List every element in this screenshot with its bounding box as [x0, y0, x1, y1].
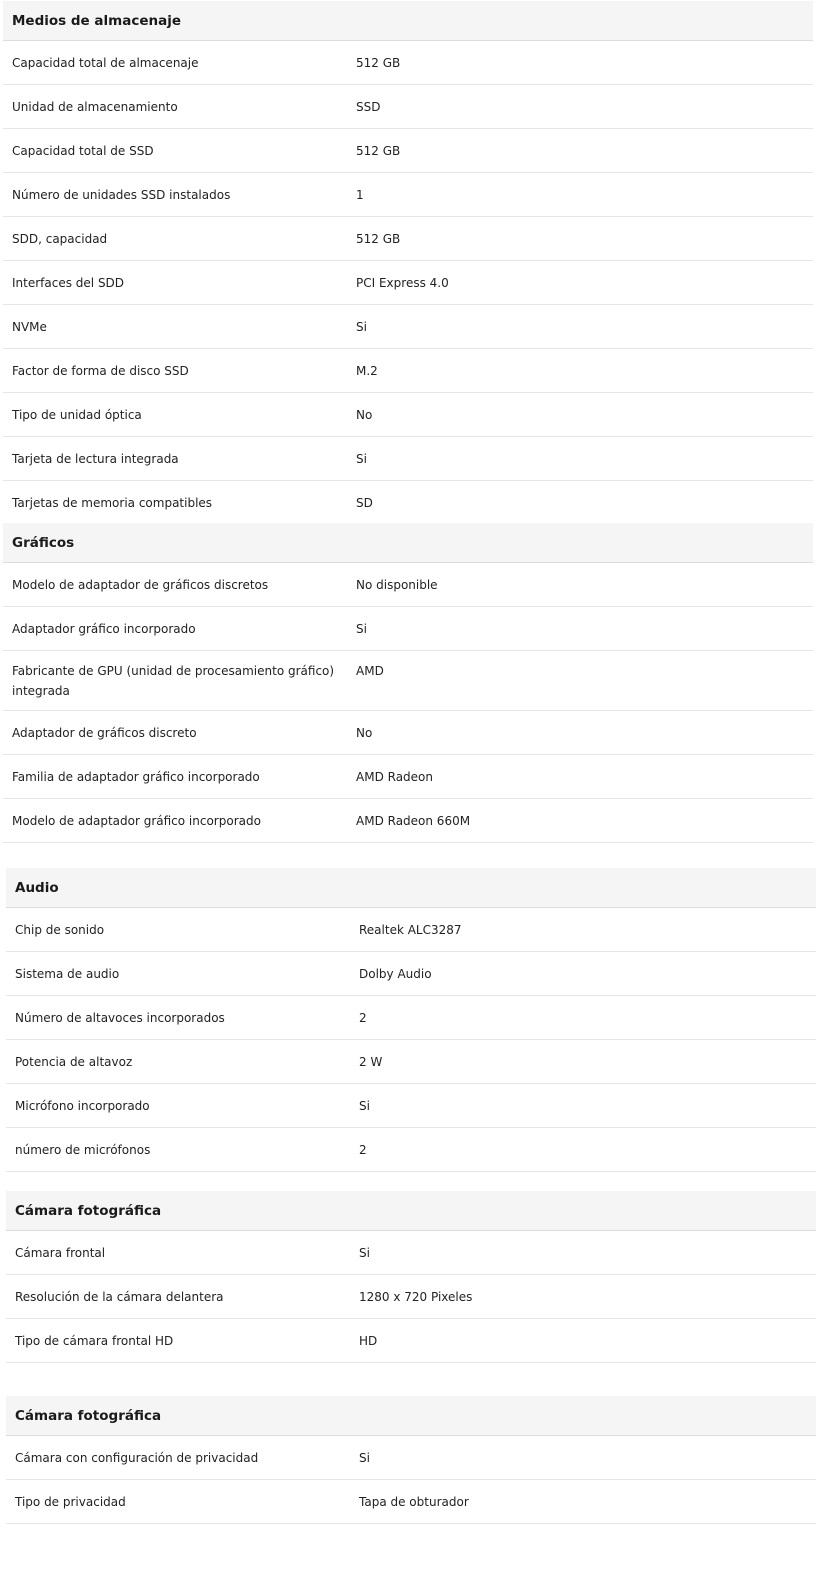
spec-value: 512 GB — [356, 232, 401, 246]
spec-label: Adaptador gráfico incorporado — [12, 622, 196, 636]
spec-label: Potencia de altavoz — [15, 1055, 133, 1069]
spec-value: No — [356, 726, 373, 740]
spec-value: Si — [359, 1451, 370, 1465]
spec-value: SD — [356, 496, 373, 510]
spec-label: Fabricante de GPU (unidad de procesamiento gráfico) integrada — [12, 664, 335, 698]
table-row — [3, 129, 813, 173]
spec-value: 1280 x 720 Pixeles — [359, 1290, 473, 1304]
table-row — [6, 1231, 816, 1275]
spec-value: 512 GB — [356, 56, 401, 70]
section-title: Cámara fotográfica — [6, 1191, 816, 1231]
table-row — [3, 481, 813, 525]
table-row — [6, 1436, 816, 1480]
table-row — [6, 996, 816, 1040]
table-row — [3, 217, 813, 261]
spec-label: Capacidad total de almacenaje — [12, 56, 199, 70]
table-row — [3, 349, 813, 393]
section-title: Audio — [6, 868, 816, 908]
spec-label: Tipo de privacidad — [15, 1495, 126, 1509]
table-row — [3, 563, 813, 607]
spec-section-camera — [6, 1191, 816, 1363]
table-row — [3, 607, 813, 651]
table-row — [3, 305, 813, 349]
spec-label: Tarjetas de memoria compatibles — [12, 496, 213, 510]
spec-section-audio — [6, 868, 816, 1172]
spec-label: Tipo de cámara frontal HD — [15, 1334, 174, 1348]
spec-label: SDD, capacidad — [12, 232, 108, 246]
spec-value: AMD — [356, 664, 384, 678]
table-row — [3, 261, 813, 305]
spec-label: Micrófono incorporado — [15, 1099, 150, 1113]
spec-label: Tipo de unidad óptica — [12, 408, 142, 422]
table-row — [6, 1128, 816, 1172]
table-row — [3, 437, 813, 481]
spec-value: Dolby Audio — [359, 967, 432, 981]
spec-value: SSD — [356, 100, 381, 114]
spec-value: 2 — [359, 1011, 367, 1025]
spec-section-storage — [3, 1, 813, 525]
spec-label: Factor de forma de disco SSD — [12, 364, 189, 378]
spec-label: Cámara con configuración de privacidad — [15, 1451, 259, 1465]
table-row — [3, 651, 813, 711]
spec-label: Cámara frontal — [15, 1246, 106, 1260]
spec-label: Unidad de almacenamiento — [12, 100, 178, 114]
table-row — [6, 1319, 816, 1363]
spec-label: Adaptador de gráficos discreto — [12, 726, 197, 740]
spec-label: Número de unidades SSD instalados — [12, 188, 231, 202]
spec-value: AMD Radeon 660M — [356, 814, 471, 828]
spec-value: Si — [359, 1246, 370, 1260]
spec-label: Modelo de adaptador gráfico incorporado — [12, 814, 261, 828]
table-row — [3, 173, 813, 217]
spec-value: No — [356, 408, 373, 422]
spec-label: Sistema de audio — [15, 967, 120, 981]
table-row — [6, 1275, 816, 1319]
spec-value: Si — [356, 622, 367, 636]
spec-label: Modelo de adaptador de gráficos discretos — [12, 578, 269, 592]
spec-label: Número de altavoces incorporados — [15, 1011, 225, 1025]
spec-value: Tapa de obturador — [359, 1495, 469, 1509]
spec-value: Si — [356, 320, 367, 334]
table-row — [3, 799, 813, 843]
table-row — [6, 908, 816, 952]
table-row — [3, 755, 813, 799]
table-row — [3, 85, 813, 129]
spec-label: Capacidad total de SSD — [12, 144, 154, 158]
spec-label: Chip de sonido — [15, 923, 105, 937]
spec-value: Si — [359, 1099, 370, 1113]
table-row — [6, 1480, 816, 1524]
section-title: Medios de almacenaje — [3, 1, 813, 41]
spec-value: AMD Radeon — [356, 770, 433, 784]
spec-value: 2 W — [359, 1055, 383, 1069]
section-title: Cámara fotográfica — [6, 1396, 816, 1436]
spec-label: Interfaces del SDD — [12, 276, 125, 290]
spec-value: No disponible — [356, 578, 438, 592]
spec-label: Tarjeta de lectura integrada — [12, 452, 179, 466]
spec-label: Resolución de la cámara delantera — [15, 1290, 224, 1304]
spec-value: Realtek ALC3287 — [359, 923, 462, 937]
spec-label: NVMe — [12, 320, 47, 334]
table-row — [6, 1040, 816, 1084]
spec-label: número de micrófonos — [15, 1143, 151, 1157]
spec-value: 512 GB — [356, 144, 401, 158]
table-row — [6, 1084, 816, 1128]
spec-value: HD — [359, 1334, 378, 1348]
table-row — [3, 393, 813, 437]
spec-value: PCI Express 4.0 — [356, 276, 449, 290]
spec-label: Familia de adaptador gráfico incorporado — [12, 770, 260, 784]
spec-value: Si — [356, 452, 367, 466]
spec-value: M.2 — [356, 364, 378, 378]
spec-value: 1 — [356, 188, 364, 202]
table-row — [3, 711, 813, 755]
section-title: Gráficos — [3, 523, 813, 563]
table-row — [6, 952, 816, 996]
table-row — [3, 41, 813, 85]
spec-value: 2 — [359, 1143, 367, 1157]
spec-section-graphics — [3, 523, 813, 843]
spec-section-camera-privacy — [6, 1396, 816, 1524]
